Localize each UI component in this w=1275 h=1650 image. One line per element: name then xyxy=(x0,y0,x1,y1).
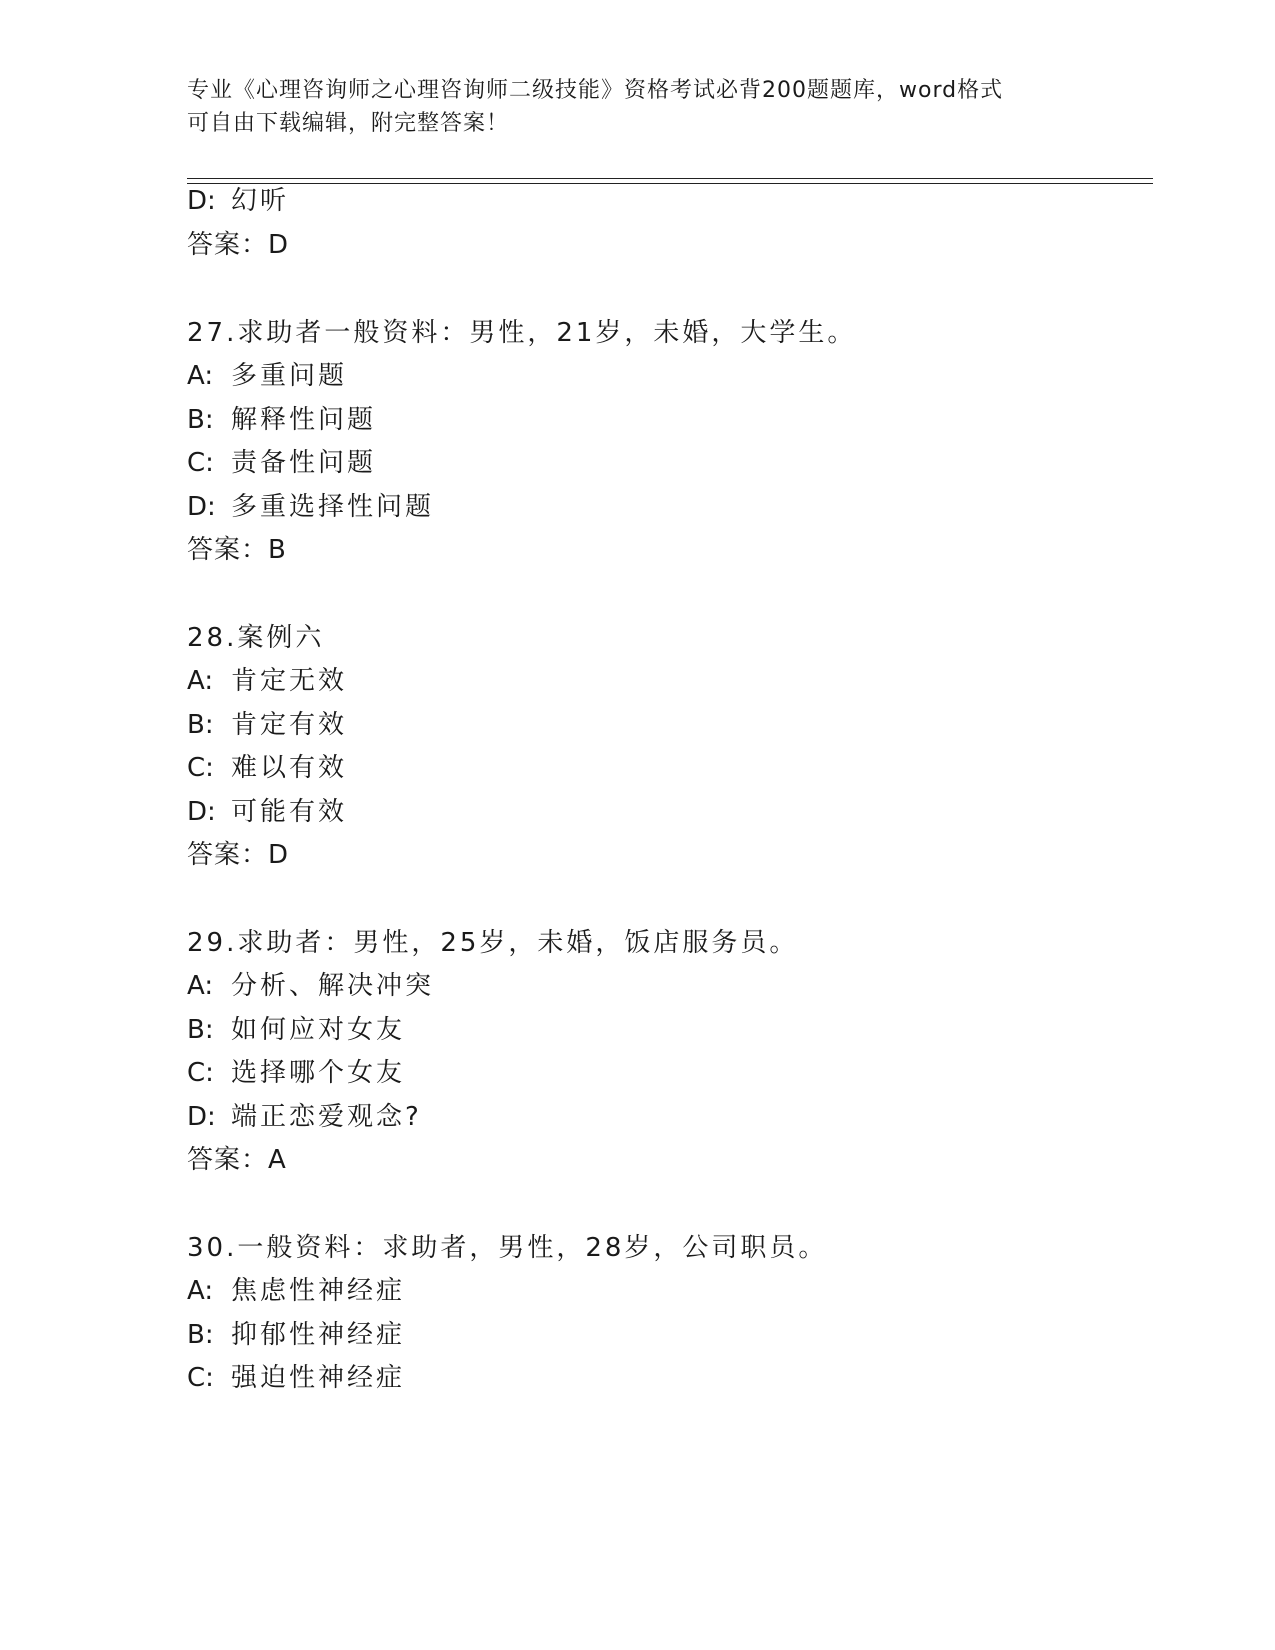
option-letter: D: xyxy=(187,797,216,827)
option-d xyxy=(187,186,289,216)
header-divider-top xyxy=(187,178,1153,179)
option-d xyxy=(187,797,347,827)
option-text: 强迫性神经症 xyxy=(231,1363,406,1393)
option-letter: C: xyxy=(187,1058,214,1088)
option-text: 难以有效 xyxy=(231,753,348,783)
option-text: 端正恋爱观念? xyxy=(231,1102,422,1132)
question-stem: 28.案例六 xyxy=(187,623,325,653)
option-letter: C: xyxy=(187,448,214,478)
option-letter: C: xyxy=(187,753,214,783)
option-text: 如何应对女友 xyxy=(231,1015,406,1045)
option-letter: D: xyxy=(187,186,216,216)
option-letter: A: xyxy=(187,666,214,696)
option-letter: D: xyxy=(187,1102,216,1132)
option-text: 解释性问题 xyxy=(231,405,377,435)
option-text: 幻听 xyxy=(231,186,290,216)
option-text: 可能有效 xyxy=(231,797,348,827)
question-stem: 27.求助者一般资料：男性，21岁，未婚，大学生。 xyxy=(187,318,857,348)
option-a xyxy=(187,666,347,696)
option-text: 多重问题 xyxy=(231,361,348,391)
option-letter: B: xyxy=(187,405,214,435)
option-text: 选择哪个女友 xyxy=(231,1058,406,1088)
option-d xyxy=(187,492,434,522)
option-b xyxy=(187,710,347,740)
option-c xyxy=(187,1058,405,1088)
header-line-1: 专业《心理咨询师之心理咨询师二级技能》资格考试必背200题题库，word格式 xyxy=(187,78,1004,103)
option-a xyxy=(187,361,347,391)
option-c xyxy=(187,1363,405,1393)
answer-line: 答案：D xyxy=(187,840,290,870)
question-stem: 30.一般资料：求助者，男性，28岁，公司职员。 xyxy=(187,1233,828,1263)
option-letter: B: xyxy=(187,1320,214,1350)
option-letter: C: xyxy=(187,1363,214,1393)
option-text: 责备性问题 xyxy=(231,448,377,478)
option-c xyxy=(187,753,347,783)
option-d xyxy=(187,1102,422,1132)
question-stem: 29.求助者：男性，25岁，未婚，饭店服务员。 xyxy=(187,928,799,958)
answer-line: 答案：A xyxy=(187,1145,287,1175)
option-a xyxy=(187,971,434,1001)
header-line-2: 可自由下载编辑，附完整答案！ xyxy=(187,111,510,136)
option-letter: D: xyxy=(187,492,216,522)
option-letter: A: xyxy=(187,971,214,1001)
option-text: 肯定无效 xyxy=(231,666,348,696)
answer-line: 答案：D xyxy=(187,230,290,260)
option-text: 抑郁性神经症 xyxy=(231,1320,406,1350)
option-letter: A: xyxy=(187,1276,214,1306)
option-text: 焦虑性神经症 xyxy=(231,1276,406,1306)
option-text: 多重选择性问题 xyxy=(231,492,435,522)
option-letter: A: xyxy=(187,361,214,391)
option-b xyxy=(187,1015,405,1045)
answer-line: 答案：B xyxy=(187,535,287,565)
option-b xyxy=(187,1320,405,1350)
option-b xyxy=(187,405,376,435)
option-letter: B: xyxy=(187,1015,214,1045)
option-c xyxy=(187,448,376,478)
option-text: 分析、解决冲突 xyxy=(231,971,435,1001)
header-divider-bottom xyxy=(187,183,1153,184)
option-letter: B: xyxy=(187,710,214,740)
document-header xyxy=(187,74,1087,140)
option-a xyxy=(187,1276,405,1306)
option-text: 肯定有效 xyxy=(231,710,348,740)
